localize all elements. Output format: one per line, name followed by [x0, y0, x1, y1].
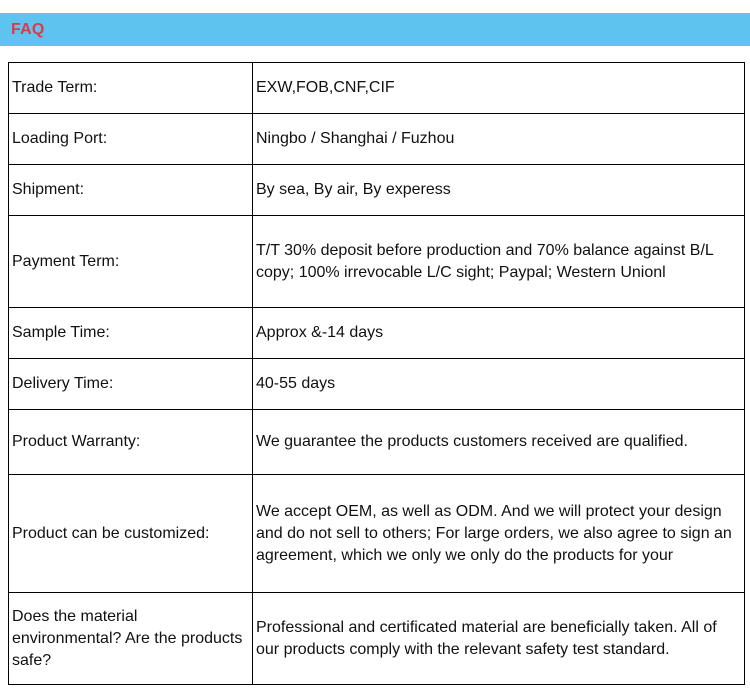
table-row: [9, 475, 745, 593]
row-label-customization: Product can be customized:: [9, 475, 253, 593]
row-label-product-warranty: Product Warranty:: [9, 410, 253, 475]
row-value-loading-port: Ningbo / Shanghai / Fuzhou: [253, 114, 745, 165]
table-row: [9, 410, 745, 475]
row-label-shipment: Shipment:: [9, 165, 253, 216]
table-row: [9, 308, 745, 359]
table-row: [9, 359, 745, 410]
row-value-delivery-time: 40-55 days: [253, 359, 745, 410]
row-value-customization: We accept OEM, as well as ODM. And we will protect your design and do not sell to others; For large orders, we also agree to sign an agreement, which we only we only do the products for your: [253, 475, 745, 593]
row-value-material-safety: Professional and certificated material are beneficially taken. All of our products comply with the relevant safety test standard.: [253, 593, 745, 685]
row-label-payment-term: Payment Term:: [9, 216, 253, 308]
row-label-trade-term: Trade Term:: [9, 63, 253, 114]
row-value-trade-term: EXW,FOB,CNF,CIF: [253, 63, 745, 114]
table-row: [9, 165, 745, 216]
row-label-delivery-time: Delivery Time:: [9, 359, 253, 410]
row-label-sample-time: Sample Time:: [9, 308, 253, 359]
faq-title: FAQ: [11, 21, 45, 38]
row-value-sample-time: Approx &-14 days: [253, 308, 745, 359]
row-label-loading-port: Loading Port:: [9, 114, 253, 165]
faq-header-bar: [0, 13, 750, 46]
row-value-shipment: By sea, By air, By experess: [253, 165, 745, 216]
table-row: [9, 63, 745, 114]
table-row: [9, 593, 745, 685]
row-value-product-warranty: We guarantee the products customers received are qualified.: [253, 410, 745, 475]
row-label-material-safety: Does the material environmental? Are the products safe?: [9, 593, 253, 685]
row-value-payment-term: T/T 30% deposit before production and 70% balance against B/L copy; 100% irrevocable L/C sight; Paypal; Western Unionl: [253, 216, 745, 308]
table-row: [9, 114, 745, 165]
faq-table: [8, 62, 745, 685]
table-row: [9, 216, 745, 308]
